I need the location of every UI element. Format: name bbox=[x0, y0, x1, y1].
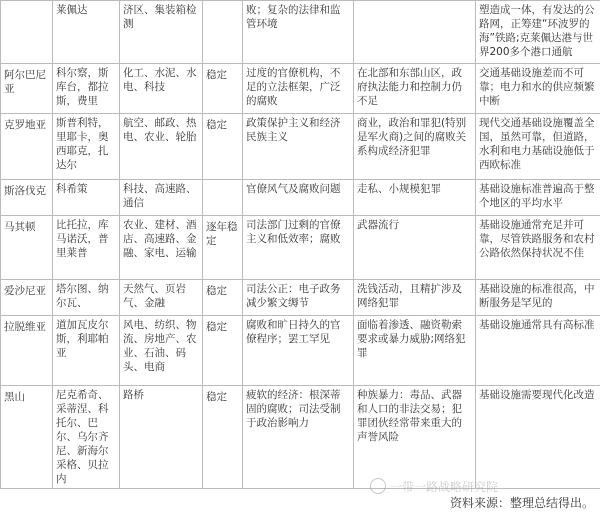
cities-cell: 比托拉，库马诺沃，普里莱普 bbox=[53, 216, 120, 280]
industries-cell: 科技、高速路、通信 bbox=[120, 180, 203, 216]
industries-cell: 航空、邮政、热电、农业、轮胎 bbox=[120, 114, 203, 180]
industries-cell: 农业、建材、酒店、高速路、金融、家电、运输 bbox=[120, 216, 203, 280]
infrastructure-cell: 基础设施标准普遍高于整个地区的平均水平 bbox=[476, 180, 600, 216]
infrastructure-cell: 基础设施需要现代化改造 bbox=[476, 386, 600, 489]
governance-cell: 腐败和旷日持久的官僚程序；罢工罕见 bbox=[243, 316, 354, 386]
wechat-logo-icon bbox=[370, 478, 386, 494]
table-row bbox=[1, 180, 600, 216]
security-cell bbox=[354, 1, 476, 64]
table-row bbox=[1, 114, 600, 180]
cities-cell: 莱佩达 bbox=[53, 1, 120, 64]
table-row bbox=[1, 386, 600, 489]
table-row bbox=[1, 280, 600, 316]
stability-cell: 稳定 bbox=[203, 280, 243, 316]
security-cell: 走私、小规模犯罪 bbox=[354, 180, 476, 216]
table-row bbox=[1, 316, 600, 386]
stability-cell: 稳定 bbox=[203, 64, 243, 114]
source-note: 资料来源：整理总结得出。 bbox=[449, 496, 594, 510]
security-cell: 洗钱活动，且精扩涉及网络犯罪 bbox=[354, 280, 476, 316]
governance-cell: 败；复杂的法律和监管环境 bbox=[243, 1, 354, 64]
table-row bbox=[1, 216, 600, 280]
infrastructure-cell: 基础设施通常具有高标准 bbox=[476, 316, 600, 386]
governance-cell: 司法部门过剩的官僚主义和低效率；腐败 bbox=[243, 216, 354, 280]
infrastructure-cell: 交通基础设施差而不可靠；电力和水的供应频繁中断 bbox=[476, 64, 600, 114]
industries-cell: 天然气、页岩气、金融 bbox=[120, 280, 203, 316]
stability-cell: 稳定 bbox=[203, 386, 243, 489]
industries-cell: 风电、纺织、物流、房地产、农业、石油、码头、电商 bbox=[120, 316, 203, 386]
stability-cell bbox=[203, 1, 243, 64]
security-cell: 面临着渗透、融资勒索要求或暴力威胁;网络犯罪 bbox=[354, 316, 476, 386]
cities-cell: 斯普利特，里耶卡，奥西耶克，扎达尔 bbox=[53, 114, 120, 180]
infrastructure-cell: 塑造成一体，有发达的公路网，正筹建“环波罗的海”铁路;克莱佩达港与世界200多个港口通航 bbox=[476, 1, 600, 64]
cities-cell: 科尔察，斯库台，都拉斯，费里 bbox=[53, 64, 120, 114]
security-cell: 种族暴力：毒品、武器和人口的非法交易；犯罪团伙经常带来重大的声誉风险 bbox=[354, 386, 476, 489]
cities-cell: 科希策 bbox=[53, 180, 120, 216]
stability-cell: 逐年稳定 bbox=[203, 216, 243, 280]
country-cell: 斯洛伐克 bbox=[1, 180, 53, 216]
country-cell: 阿尔巴尼亚 bbox=[1, 64, 53, 114]
security-cell: 武器流行 bbox=[354, 216, 476, 280]
industries-cell: 路桥 bbox=[120, 386, 203, 489]
stability-cell bbox=[203, 180, 243, 216]
country-cell: 爱沙尼亚 bbox=[1, 280, 53, 316]
governance-cell: 官僚风气及腐败问题 bbox=[243, 180, 354, 216]
cities-cell: 道加瓦皮尔斯，利耶帕亚 bbox=[53, 316, 120, 386]
stability-cell: 稳定 bbox=[203, 316, 243, 386]
infrastructure-cell: 现代交通基础设施覆盖全国，虽然可靠，但道路，水利和电力基础设施低于西欧标准 bbox=[476, 114, 600, 180]
governance-cell: 过度的官僚机构，不足的立法框架，广泛的腐败 bbox=[243, 64, 354, 114]
country-cell bbox=[1, 1, 53, 64]
governance-cell: 政策保护主义和经济民族主义 bbox=[243, 114, 354, 180]
table-row bbox=[1, 1, 600, 64]
watermark bbox=[370, 476, 530, 496]
security-cell: 在北部和东部山区，政府执法能力和控制力仍不足 bbox=[354, 64, 476, 114]
country-cell: 拉脱维亚 bbox=[1, 316, 53, 386]
governance-cell: 疲软的经济：根深蒂固的腐败；司法受制于政治影响力 bbox=[243, 386, 354, 489]
watermark-text: 一带一路战略研究院 bbox=[390, 479, 499, 494]
security-cell: 商业，政治和罪犯(特别是军火商)之间的腐败关系构成经济犯罪 bbox=[354, 114, 476, 180]
industries-cell: 济区、集装箱检测 bbox=[120, 1, 203, 64]
cities-cell: 尼克希奇、采蒂涅、科托尔、巴尔、乌尔齐尼、新海尔采格、贝拉内 bbox=[53, 386, 120, 489]
table-row bbox=[1, 64, 600, 114]
country-cell: 马其顿 bbox=[1, 216, 53, 280]
country-cell: 克罗地亚 bbox=[1, 114, 53, 180]
infrastructure-cell: 基础设施的标准很高，中断服务是罕见的 bbox=[476, 280, 600, 316]
infrastructure-cell: 基础设施通常充足并可靠，尽管铁路服务和农村公路依然保持状况不佳 bbox=[476, 216, 600, 280]
cities-cell: 塔尔图、纳尔瓦、 bbox=[53, 280, 120, 316]
industries-cell: 化工、水泥、水电、科技 bbox=[120, 64, 203, 114]
country-cell: 黑山 bbox=[1, 386, 53, 489]
governance-cell: 司法公正：电子政务减少繁文缛节 bbox=[243, 280, 354, 316]
stability-cell: 稳定 bbox=[203, 114, 243, 180]
